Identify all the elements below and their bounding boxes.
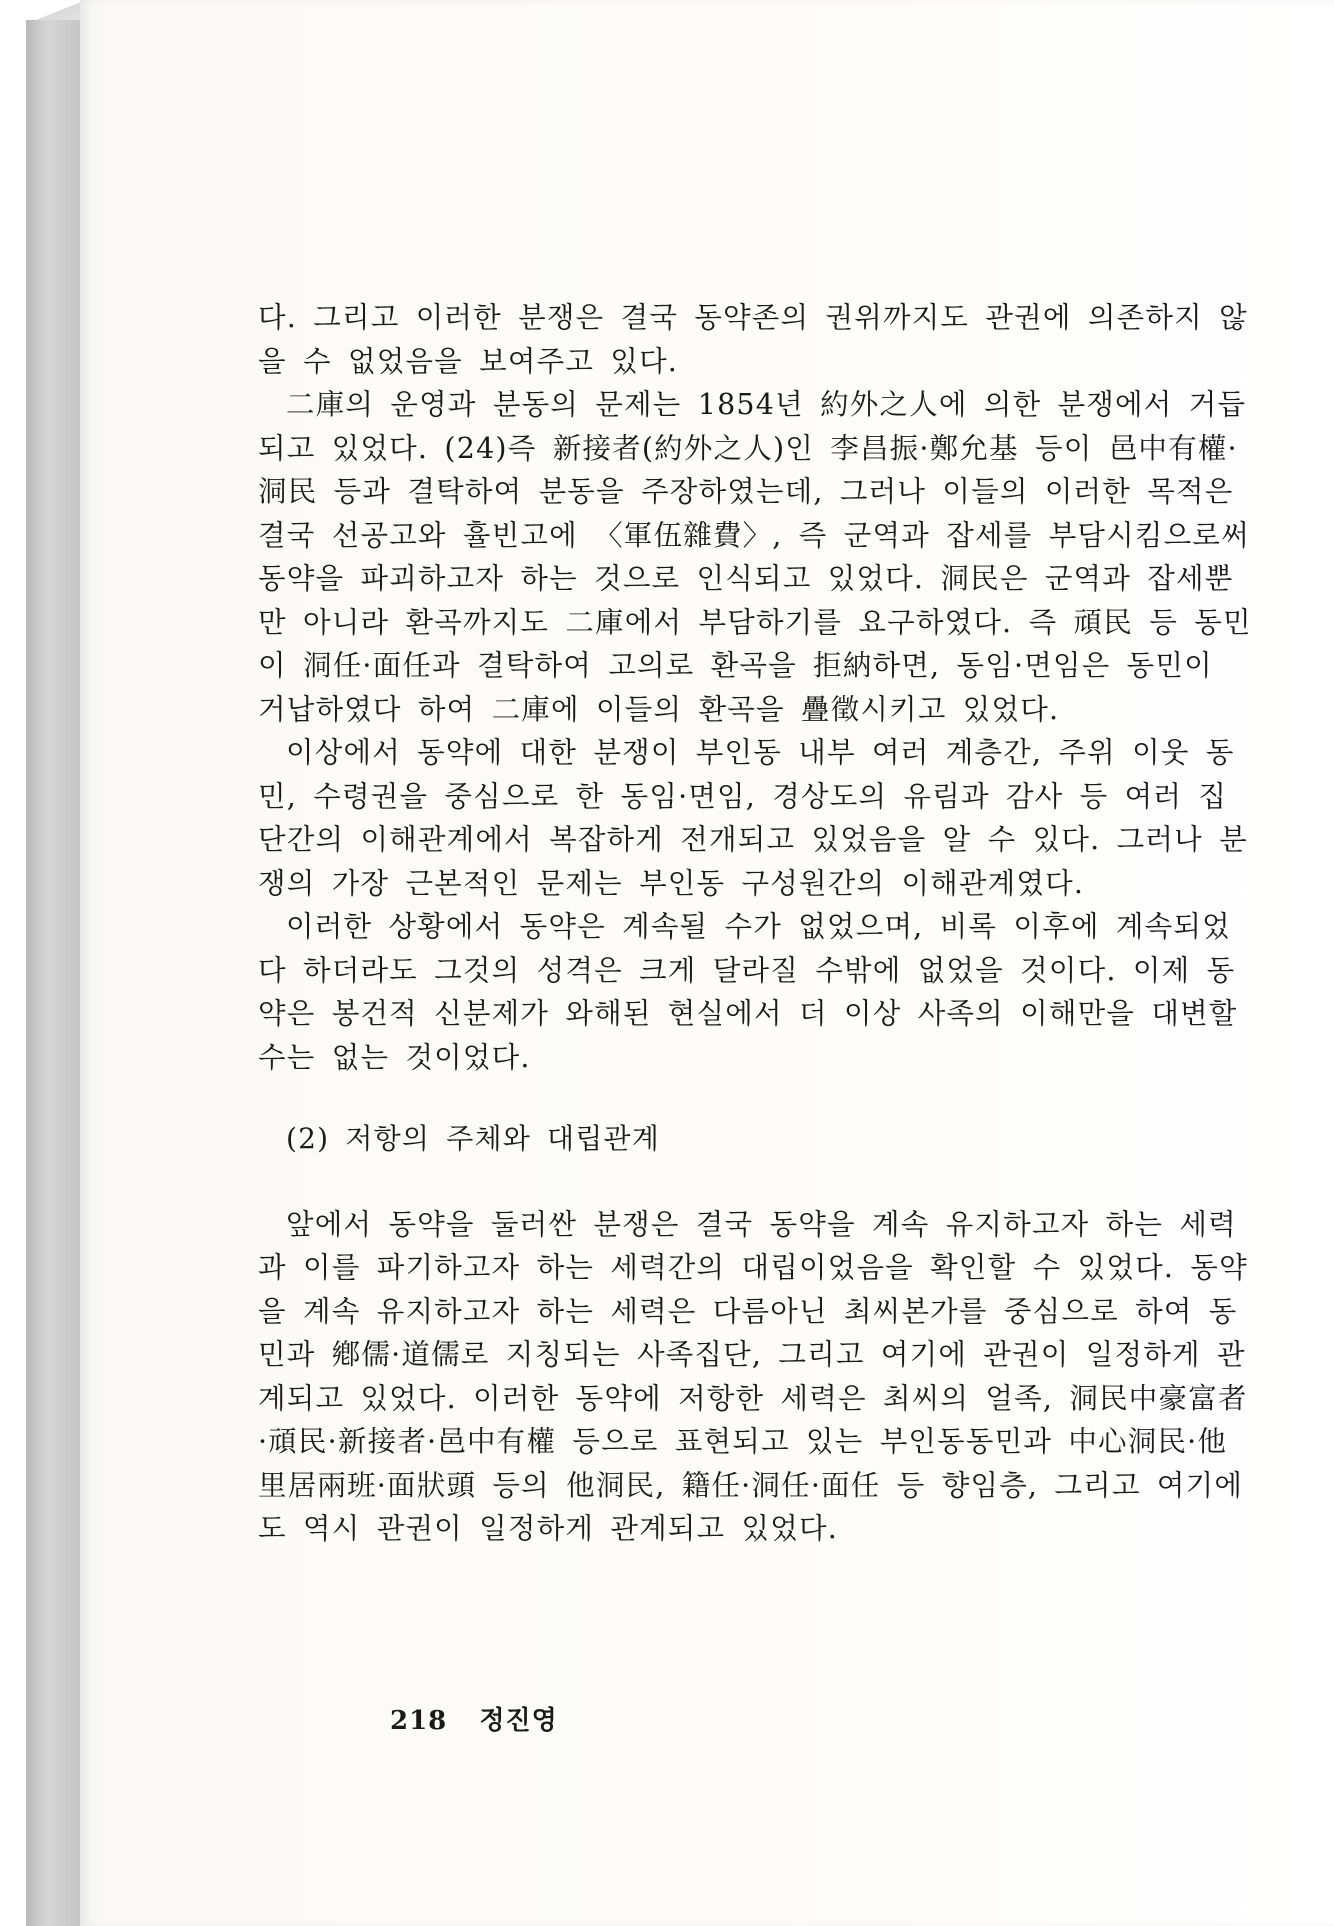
paragraph-3: 이상에서 동약에 대한 분쟁이 부인동 내부 여러 계층간, 주위 이웃 동민, 수령권을 중심으로 한 동임·면임, 경상도의 유림과 감사 등 여러 집단간의 이해관계에서 복잡하게 전개되고 있었음을 알 수 있다. 그러나 분쟁의 가장 근본적인 문제는 부인동 구성원간의 이해관계였다. [258, 736, 1248, 900]
paragraph-4: 이러한 상황에서 동약은 계속될 수가 없었으며, 비록 이후에 계속되었다 하더라도 그것의 성격은 크게 달라질 수밖에 없었을 것이다. 이제 동약은 봉건적 신분제가 와해된 현실에서 더 이상 사족의 이해만을 대변할 수는 없는 것이었다. [258, 910, 1238, 1074]
page-number: 218 [390, 1706, 448, 1736]
paragraph-5: 앞에서 동약을 둘러싼 분쟁은 결국 동약을 계속 유지하고자 하는 세력과 이를 파기하고자 하는 세력간의 대립이었음을 확인할 수 있었다. 동약을 계속 유지하고자 하는 세력은 다름아닌 최씨본가를 중심으로 하여 동민과 鄕儒·道儒로 지칭되는 사족집단, 그리고 여기에 관권이 일정하게 관계되고 있었다. 이러한 동약에 저항한 세력은 최씨의 얼족, 洞民中豪富者·頑民·新接者·邑中有權 등으로 표현되고 있는 부인동동민과 中心洞民·他里居兩班·面狀頭 등의 他洞民, 籍任·洞任·面任 등 향임층, 그리고 여기에도 역시 관권이 일정하게 관계되고 있었다. [258, 1207, 1248, 1545]
book-spine [26, 20, 81, 1926]
paragraph-1: 다. 그리고 이러한 분쟁은 결국 동약존의 권위까지도 관권에 의존하지 않을 수 없었음을 보여주고 있다. [258, 301, 1248, 378]
author-name: 정진영 [479, 1706, 558, 1736]
page-footer [390, 1700, 558, 1737]
book [12, 0, 1334, 1926]
section-heading: (2) 저항의 주체와 대립관계 [286, 1122, 661, 1155]
body-text [258, 296, 1252, 1551]
paragraph-2: 二庫의 운영과 분동의 문제는 1854년 約外之人에 의한 분쟁에서 거듭되고 있었다. (24)즉 新接者(約外之人)인 李昌振·鄭允基 등이 邑中有權·洞民 등과 결탁하여 분동을 주장하였는데, 그러나 이들의 이러한 목적은 결국 선공고와 휼빈고에 〈軍伍雜費〉, 즉 군역과 잡세를 부담시킴으로써 동약을 파괴하고자 하는 것으로 인식되고 있었다. 洞民은 군역과 잡세뿐만 아니라 환곡까지도 二庫에서 부담하기를 요구하였다. 즉 頑民 등 동민이 洞任·面任과 결탁하여 고의로 환곡을 拒納하면, 동임·면임은 동민이 거납하였다 하여 二庫에 이들의 환곡을 疊徵시키고 있었다. [258, 388, 1252, 726]
page[interactable] [80, 0, 1334, 1926]
